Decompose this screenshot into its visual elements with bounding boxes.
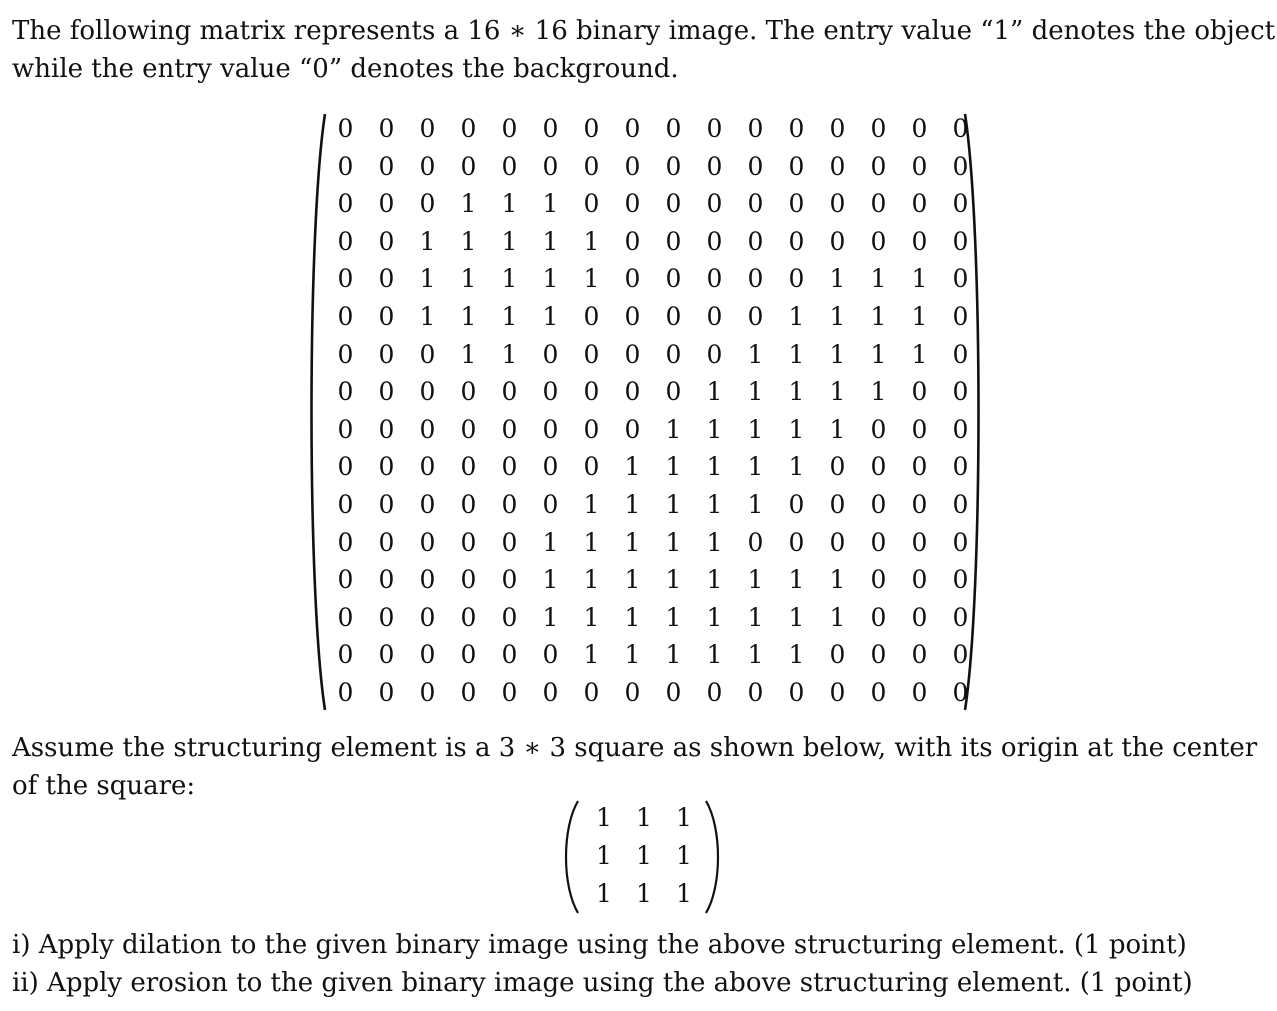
image-cell: 0 [829,677,846,707]
image-cell: 1 [706,602,723,632]
image-cell: 0 [337,226,354,256]
image-cell: 0 [378,565,395,595]
image-cell: 0 [460,151,477,181]
image-cell: 1 [501,339,518,369]
image-cell: 0 [665,114,682,143]
image-cell: 0 [747,114,764,143]
image-cell: 0 [460,640,477,670]
image-cell: 0 [337,489,354,519]
image-cell: 0 [829,452,846,482]
image-cell: 0 [706,301,723,331]
image-cell: 0 [747,226,764,256]
image-cell: 0 [337,339,354,369]
image-cell: 1 [665,602,682,632]
image-cell: 0 [952,677,969,707]
right-parenthesis [963,110,985,714]
image-cell: 1 [706,640,723,670]
image-cell: 0 [665,377,682,407]
image-cell: 0 [542,339,559,369]
image-cell: 0 [419,640,436,670]
se-desc-line-2: of the square: [12,771,196,801]
image-cell: 0 [337,677,354,707]
image-cell: 0 [665,301,682,331]
se-cell: 1 [636,879,652,908]
left-parenthesis [560,798,580,916]
image-cell: 0 [911,602,928,632]
image-cell: 0 [870,565,887,595]
intro-line-2: while the entry value “0” denotes the background. [12,54,679,84]
image-cell: 0 [419,339,436,369]
image-cell: 0 [911,151,928,181]
image-cell: 1 [706,414,723,444]
image-cell: 0 [337,640,354,670]
image-cell: 1 [829,301,846,331]
image-cell: 0 [829,489,846,519]
question-2: ii) Apply erosion to the given binary image using the above structuring element. (1 point) [12,968,1193,998]
image-cell: 0 [378,452,395,482]
image-cell: 0 [911,114,928,143]
image-cell: 1 [583,640,600,670]
image-cell: 0 [870,151,887,181]
right-parenthesis [704,798,724,916]
image-cell: 0 [952,189,969,219]
image-cell: 1 [419,301,436,331]
intro-line-1: The following matrix represents a 16 ∗ 16 binary image. The entry value “1” denotes the object [12,16,1276,46]
image-cell: 0 [911,527,928,557]
image-cell: 0 [665,677,682,707]
image-cell: 0 [378,339,395,369]
image-cell: 1 [911,339,928,369]
image-cell: 0 [583,189,600,219]
image-cell: 0 [911,452,928,482]
image-cell: 0 [870,640,887,670]
image-cell: 1 [665,452,682,482]
image-cell: 1 [542,565,559,595]
image-cell: 0 [542,489,559,519]
question-1: i) Apply dilation to the given binary image using the above structuring element. (1 point) [12,930,1187,960]
image-cell: 1 [829,264,846,294]
image-cell: 0 [829,151,846,181]
image-cell: 1 [665,489,682,519]
image-cell: 1 [747,339,764,369]
image-cell: 0 [624,151,641,181]
image-cell: 1 [665,640,682,670]
image-cell: 0 [419,114,436,143]
image-cell: 1 [624,565,641,595]
se-cell: 1 [596,841,612,870]
image-cell: 0 [706,189,723,219]
image-cell: 1 [542,301,559,331]
image-cell: 1 [583,565,600,595]
image-cell: 1 [583,527,600,557]
image-cell: 0 [337,189,354,219]
image-cell: 0 [624,414,641,444]
image-cell: 0 [378,640,395,670]
image-cell: 0 [870,527,887,557]
image-cell: 0 [624,114,641,143]
image-cell: 0 [378,602,395,632]
image-cell: 0 [952,226,969,256]
image-cell: 0 [542,414,559,444]
image-cell: 0 [624,264,641,294]
image-cell: 0 [747,151,764,181]
intro-paragraph [12,12,1274,88]
image-cell: 0 [542,377,559,407]
image-cell: 0 [788,677,805,707]
image-cell: 1 [747,414,764,444]
image-cell: 0 [501,677,518,707]
image-cell: 1 [460,189,477,219]
image-cell: 0 [337,114,354,143]
image-cell: 0 [952,377,969,407]
image-cell: 0 [583,301,600,331]
image-cell: 0 [460,527,477,557]
image-cell: 1 [829,565,846,595]
image-cell: 1 [829,602,846,632]
image-cell: 1 [419,226,436,256]
image-cell: 0 [665,151,682,181]
image-cell: 0 [788,489,805,519]
image-cell: 0 [583,452,600,482]
image-cell: 0 [788,226,805,256]
image-cell: 1 [583,226,600,256]
image-cell: 1 [624,452,641,482]
structuring-element-grid [584,799,704,913]
image-cell: 0 [911,677,928,707]
image-cell: 0 [952,602,969,632]
image-cell: 1 [624,527,641,557]
questions [12,926,1274,1002]
image-cell: 0 [460,414,477,444]
image-cell: 1 [665,527,682,557]
image-cell: 0 [419,677,436,707]
image-cell: 0 [952,114,969,143]
image-cell: 0 [870,602,887,632]
image-cell: 1 [788,414,805,444]
image-cell: 0 [665,339,682,369]
image-cell: 0 [706,677,723,707]
image-cell: 1 [542,226,559,256]
image-cell: 0 [501,527,518,557]
image-cell: 0 [870,452,887,482]
image-cell: 0 [624,226,641,256]
image-cell: 1 [870,264,887,294]
image-cell: 0 [747,677,764,707]
image-cell: 1 [829,377,846,407]
image-cell: 0 [460,489,477,519]
image-cell: 0 [788,189,805,219]
image-cell: 0 [952,151,969,181]
image-cell: 0 [870,114,887,143]
image-cell: 0 [829,226,846,256]
image-cell: 0 [378,151,395,181]
image-cell: 1 [460,264,477,294]
image-cell: 0 [706,151,723,181]
image-cell: 0 [706,264,723,294]
image-cell: 0 [419,151,436,181]
image-cell: 0 [665,189,682,219]
image-cell: 1 [583,489,600,519]
image-cell: 0 [952,264,969,294]
image-cell: 0 [501,565,518,595]
image-cell: 0 [788,264,805,294]
image-cell: 0 [501,452,518,482]
image-cell: 0 [952,414,969,444]
image-cell: 0 [706,114,723,143]
image-cell: 0 [378,677,395,707]
image-cell: 1 [460,301,477,331]
image-cell: 0 [747,189,764,219]
image-cell: 0 [501,602,518,632]
image-cell: 0 [911,377,928,407]
image-cell: 0 [706,226,723,256]
image-cell: 0 [911,226,928,256]
image-cell: 1 [870,301,887,331]
image-cell: 0 [337,264,354,294]
image-cell: 1 [788,339,805,369]
binary-image-matrix [305,110,985,714]
image-cell: 1 [460,226,477,256]
image-cell: 1 [747,377,764,407]
image-cell: 0 [706,339,723,369]
image-cell: 0 [542,452,559,482]
image-cell: 0 [665,264,682,294]
image-cell: 0 [911,189,928,219]
image-cell: 1 [788,377,805,407]
image-cell: 0 [419,565,436,595]
image-cell: 0 [501,114,518,143]
image-cell: 0 [829,640,846,670]
image-cell: 0 [419,602,436,632]
image-cell: 0 [542,151,559,181]
image-cell: 0 [788,114,805,143]
image-cell: 0 [337,602,354,632]
image-cell: 0 [378,414,395,444]
image-cell: 1 [501,264,518,294]
image-cell: 0 [337,377,354,407]
image-cell: 0 [460,565,477,595]
image-cell: 1 [706,527,723,557]
image-cell: 1 [747,489,764,519]
image-cell: 0 [911,565,928,595]
image-cell: 1 [706,565,723,595]
image-cell: 0 [542,640,559,670]
image-cell: 0 [624,339,641,369]
image-cell: 0 [583,677,600,707]
image-cell: 0 [337,565,354,595]
image-cell: 1 [583,264,600,294]
se-cell: 1 [636,803,652,832]
image-cell: 1 [788,565,805,595]
image-cell: 1 [624,489,641,519]
image-cell: 1 [829,414,846,444]
image-cell: 1 [665,565,682,595]
image-cell: 0 [870,189,887,219]
se-cell: 1 [636,841,652,870]
image-cell: 1 [665,414,682,444]
image-cell: 0 [419,189,436,219]
image-cell: 1 [788,301,805,331]
image-cell: 1 [460,339,477,369]
image-cell: 1 [706,452,723,482]
image-cell: 1 [788,452,805,482]
se-cell: 1 [596,803,612,832]
image-cell: 0 [952,339,969,369]
image-cell: 0 [378,264,395,294]
image-cell: 0 [788,151,805,181]
image-cell: 0 [378,377,395,407]
image-cell: 0 [337,301,354,331]
image-cell: 0 [583,414,600,444]
image-cell: 0 [460,114,477,143]
image-cell: 0 [952,452,969,482]
image-cell: 0 [337,527,354,557]
image-cell: 0 [624,189,641,219]
image-cell: 0 [419,414,436,444]
structuring-element-matrix [560,798,724,916]
image-cell: 0 [419,452,436,482]
image-cell: 1 [911,264,928,294]
image-cell: 0 [624,677,641,707]
image-cell: 0 [583,151,600,181]
se-cell: 1 [676,879,692,908]
image-cell: 0 [337,151,354,181]
image-cell: 0 [419,489,436,519]
image-cell: 0 [624,377,641,407]
image-cell: 0 [911,489,928,519]
image-cell: 1 [911,301,928,331]
image-cell: 1 [829,339,846,369]
image-cell: 0 [337,414,354,444]
image-cell: 0 [829,114,846,143]
image-cell: 0 [501,489,518,519]
image-cell: 0 [747,301,764,331]
image-cell: 1 [624,602,641,632]
image-cell: 0 [829,527,846,557]
image-cell: 0 [870,226,887,256]
image-cell: 0 [583,114,600,143]
image-cell: 0 [501,414,518,444]
image-cell: 1 [542,602,559,632]
image-cell: 0 [501,640,518,670]
image-cell: 1 [542,264,559,294]
image-cell: 0 [378,489,395,519]
image-cell: 0 [460,377,477,407]
image-cell: 1 [542,189,559,219]
image-cell: 0 [378,226,395,256]
image-cell: 0 [378,301,395,331]
image-cell: 0 [788,527,805,557]
image-cell: 0 [952,489,969,519]
image-cell: 0 [419,377,436,407]
image-cell: 1 [706,489,723,519]
image-cell: 0 [952,301,969,331]
image-cell: 0 [501,377,518,407]
image-cell: 0 [870,489,887,519]
se-desc-line-1: Assume the structuring element is a 3 ∗ 3 square as shown below, with its origin at the center [12,733,1258,763]
image-cell: 1 [624,640,641,670]
image-cell: 0 [747,264,764,294]
image-cell: 1 [542,527,559,557]
image-cell: 0 [911,414,928,444]
image-cell: 0 [501,151,518,181]
image-cell: 0 [665,226,682,256]
structuring-element-description [12,729,1274,805]
image-cell: 0 [460,602,477,632]
image-cell: 0 [378,527,395,557]
image-cell: 1 [747,640,764,670]
image-cell: 0 [583,377,600,407]
image-cell: 0 [911,640,928,670]
image-cell: 0 [419,527,436,557]
se-cell: 1 [596,879,612,908]
image-cell: 0 [747,527,764,557]
image-cell: 0 [378,189,395,219]
image-cell: 0 [870,677,887,707]
left-parenthesis [305,110,327,714]
image-cell: 1 [419,264,436,294]
image-cell: 0 [337,452,354,482]
image-cell: 0 [952,565,969,595]
image-cell: 0 [583,339,600,369]
image-cell: 0 [378,114,395,143]
image-cell: 1 [870,377,887,407]
image-cell: 1 [747,452,764,482]
se-cell: 1 [676,841,692,870]
image-cell: 0 [460,677,477,707]
image-cell: 1 [583,602,600,632]
image-cell: 1 [788,640,805,670]
image-cell: 1 [747,602,764,632]
image-cell: 1 [788,602,805,632]
se-cell: 1 [676,803,692,832]
image-cell: 0 [829,189,846,219]
image-cell: 1 [501,189,518,219]
image-cell: 1 [870,339,887,369]
image-cell: 0 [952,527,969,557]
image-cell: 0 [952,640,969,670]
image-cell: 0 [542,114,559,143]
image-cell: 0 [542,677,559,707]
image-cell: 1 [747,565,764,595]
image-cell: 1 [501,301,518,331]
image-cell: 0 [870,414,887,444]
image-cell: 0 [624,301,641,331]
binary-image-grid [325,110,981,712]
image-cell: 0 [460,452,477,482]
image-cell: 1 [706,377,723,407]
image-cell: 1 [501,226,518,256]
